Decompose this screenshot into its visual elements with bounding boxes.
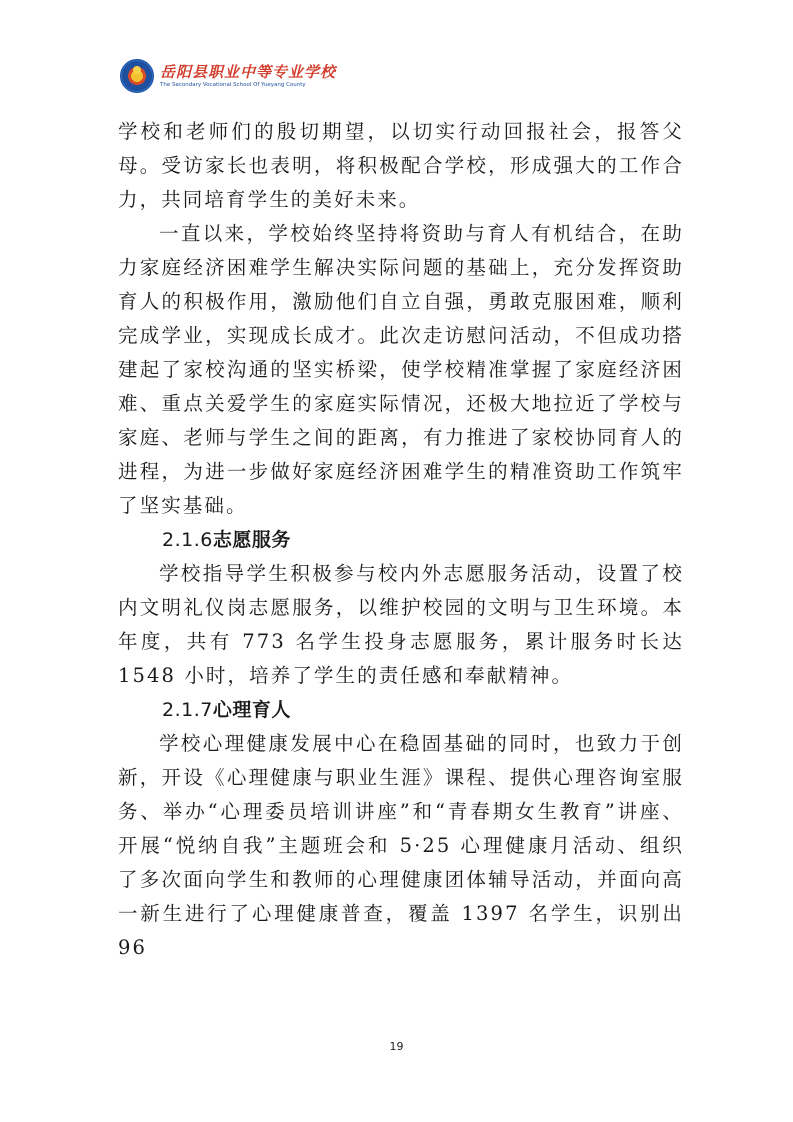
paragraph-aid-education: 一直以来，学校始终坚持将资助与育人有机结合，在助力家庭经济困难学生解决实际问题的基础上，充分发挥资助育人的积极作用，激励他们自立自强，勇敢克服困难，顺利完成学业，实现成长成才。此次走访慰问活动，不但成功搭建起了家校沟通的坚实桥梁，使学校精准掌握了家庭经济困难、重点关爱学生的家庭实际情况，还极大地拉近了学校与家庭、老师与学生之间的距离，有力推进了家校协同育人的进程，为进一步做好家庭经济困难学生的精准资助工作筑牢了坚实基础。 xyxy=(118,222,684,517)
school-name-cn: 岳阳县职业中等专业学校 xyxy=(160,63,337,81)
school-logo-text xyxy=(160,63,336,89)
section-number: 2.1.6 xyxy=(162,529,213,551)
school-header xyxy=(120,58,336,94)
school-name-en: The Secondary Vocational School Of Yueyang County xyxy=(160,82,306,88)
paragraph-volunteer: 学校指导学生积极参与校内外志愿服务活动，设置了校内文明礼仪岗志愿服务，以维护校园的文明与卫生环境。本年度，共有 773 名学生投身志愿服务，累计服务时长达 1548 小时，培养了学生的责任感和奉献精神。 xyxy=(118,562,684,687)
section-number: 2.1.7 xyxy=(162,699,213,721)
document-body xyxy=(118,115,684,965)
section-title: 心理育人 xyxy=(212,699,291,721)
paragraph-continued: 学校和老师们的殷切期望，以切实行动回报社会，报答父母。受访家长也表明，将积极配合学校，形成强大的工作合力，共同培育学生的美好未来。 xyxy=(118,120,684,211)
section-title: 志愿服务 xyxy=(212,529,291,551)
paragraph-psychology: 学校心理健康发展中心在稳固基础的同时，也致力于创新，开设《心理健康与职业生涯》课程、提供心理咨询室服务、举办“心理委员培训讲座”和“青春期女生教育”讲座、开展“悦纳自我”主题班会和 5·25 心理健康月活动、组织了多次面向学生和教师的心理健康团体辅导活动，并面向高一新生进行了心理健康普查，覆盖 1397 名学生，识别出 96 xyxy=(118,732,684,959)
section-heading-volunteer xyxy=(118,523,684,557)
section-heading-psychology xyxy=(118,693,684,727)
page-number: 19 xyxy=(389,1040,404,1053)
school-emblem-icon xyxy=(120,59,154,93)
